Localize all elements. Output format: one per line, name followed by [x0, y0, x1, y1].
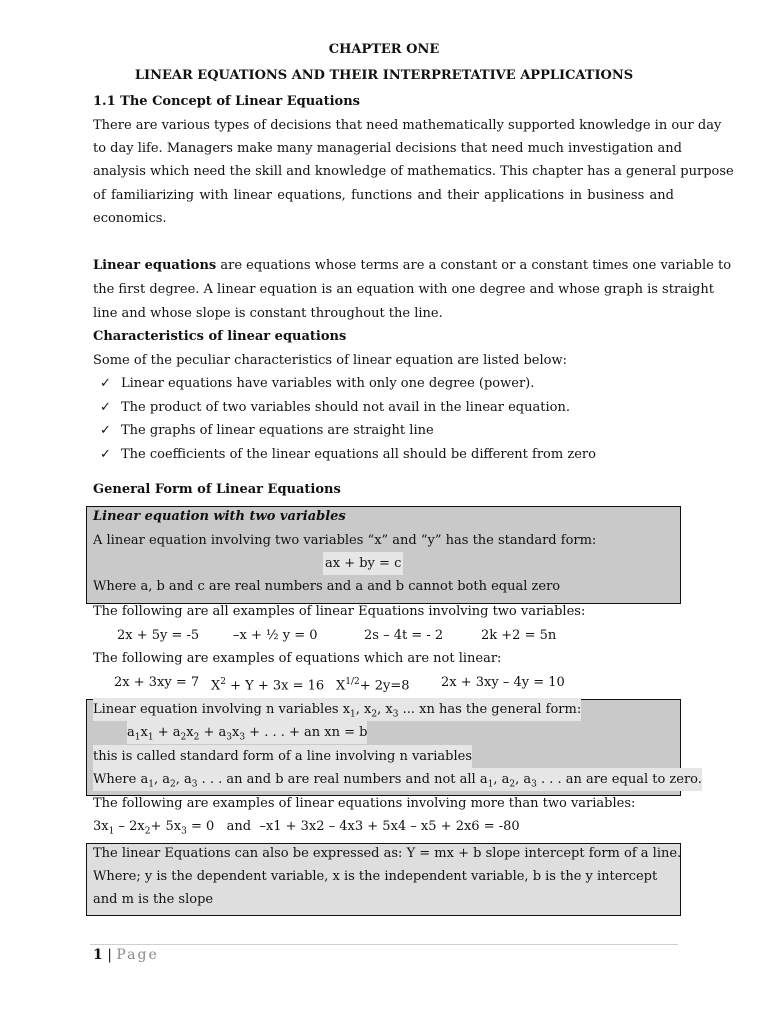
checkmark-icon: ✓ — [100, 376, 111, 391]
page-footer — [93, 947, 159, 963]
example-equation: $3x_1 - 2x_2+ 5x_3 = 0$ and –x1 + 3x2 – 4x3 + 5x4 – x5 + 2x6 = -80 — [93, 819, 520, 837]
intro-line-1: There are various types of decisions that need mathematically supported knowledge in our day — [93, 118, 722, 133]
definition-line-1 — [93, 254, 732, 277]
characteristics-heading: Characteristics of linear equations — [93, 329, 347, 344]
footer-separator: | — [107, 947, 112, 963]
footer-label: Page — [116, 947, 159, 963]
checkmark-icon: ✓ — [100, 423, 111, 438]
example-equation: 2x + 5y = -5 — [117, 628, 200, 643]
general-form-heading: General Form of Linear Equations — [93, 482, 341, 497]
not-linear-intro: The following are examples of equations which are not linear: — [93, 651, 502, 666]
checkmark-icon: ✓ — [100, 447, 111, 462]
checkmark-icon: ✓ — [100, 400, 111, 415]
section-heading: 1.1 The Concept of Linear Equations — [93, 94, 360, 109]
example-equation: 2k +2 = 5n — [481, 628, 557, 643]
definition-term: Linear equations — [93, 258, 217, 273]
list-item: The product of two variables should not avail in the linear equation. — [121, 400, 570, 415]
nonlinear-equation: 2x + 3xy = 7 — [114, 675, 200, 690]
definition-line-3: line and whose slope is constant throughout the line. — [93, 306, 443, 321]
intro-line-5: economics. — [93, 211, 167, 226]
nonlinear-equation: 2x + 3xy – 4y = 10 — [441, 675, 565, 690]
footer-divider — [90, 944, 678, 945]
intro-line-4: of familiarizing with linear equations, functions and their applications in business and — [93, 188, 674, 203]
intro-line-3: analysis which need the skill and knowledge of mathematics. This chapter has a general purpose — [93, 164, 734, 179]
nonlinear-equation: $X^2 + Y + 3x = 16$ — [211, 677, 325, 694]
examples-two-intro: The following are all examples of linear Equations involving two variables: — [93, 604, 586, 619]
two-variable-box — [86, 506, 681, 604]
examples-more-intro: The following are examples of linear equations involving more than two variables: — [93, 796, 636, 811]
n-variable-box — [86, 699, 702, 796]
standard-form-equation: ax + by = c — [323, 552, 403, 575]
box-note: Where a, b and c are real numbers and a and b cannot both equal zero — [93, 579, 561, 594]
nonlinear-equation: $X^{1/2}+ 2y=8$ — [336, 677, 410, 694]
slope-intercept-box — [86, 843, 681, 916]
general-form-equation: $a_1x_1 + a_2x_2 + a_3x_3$ + . . . + an xn = b — [127, 721, 367, 744]
intro-line-2: to day life. Managers make many managerial decisions that need much investigation and — [93, 141, 682, 156]
definition-line-2: the first degree. A linear equation is an equation with one degree and whose graph is straight — [93, 282, 714, 297]
chapter-subtitle: LINEAR EQUATIONS AND THEIR INTERPRETATIVE APPLICATIONS — [134, 68, 634, 83]
box-text: A linear equation involving two variables “x” and “y” has the standard form: — [93, 533, 597, 548]
list-item: The graphs of linear equations are straight line — [121, 423, 434, 438]
box-text: Linear equation involving n variables $x_1$, $x_2$, $x_3$ ... xn has the general form: — [93, 698, 581, 721]
definition-rest: are equations whose terms are a constant or a constant times one variable to — [220, 258, 732, 273]
box-text: this is called standard form of a line involving n variables — [93, 745, 472, 768]
box-note: Where $a_1$, $a_2$, $a_3$ . . . an and b are real numbers and not all $a_1$, $a_2$, $a_3$ . . . an are equal to zero. — [93, 768, 702, 791]
list-item: The coefficients of the linear equations all should be different from zero — [121, 447, 596, 462]
page-number: 1 — [93, 947, 103, 963]
box-title: Linear equation with two variables — [93, 509, 346, 524]
box-note: Where; y is the dependent variable, x is the independent variable, b is the y intercept and m is the slope — [93, 869, 658, 907]
example-equation: –x + ½ y = 0 — [233, 628, 318, 643]
chapter-title: CHAPTER ONE — [328, 42, 440, 57]
characteristics-intro: Some of the peculiar characteristics of linear equation are listed below: — [93, 353, 567, 368]
box-text: The linear Equations can also be expressed as: Y = mx + b slope intercept form of a line. — [93, 846, 682, 861]
example-equation: 2s – 4t = - 2 — [364, 628, 444, 643]
list-item: Linear equations have variables with only one degree (power). — [121, 376, 535, 391]
